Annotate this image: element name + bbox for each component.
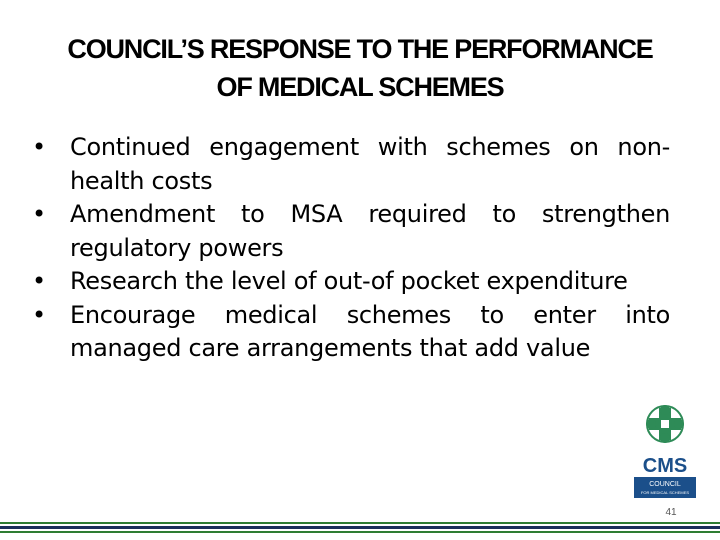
footer-stripe bbox=[0, 522, 720, 524]
bullet-dot: • bbox=[32, 200, 46, 228]
bullet-item bbox=[30, 198, 670, 265]
logo-line-2: FOR MEDICAL SCHEMES bbox=[640, 490, 690, 495]
bullet-dot: • bbox=[32, 300, 46, 329]
slide-title bbox=[20, 30, 700, 106]
bullet-text: Continued engagement with schemes on non-health costs bbox=[70, 133, 670, 195]
title-line-1: COUNCIL’S RESPONSE TO THE PERFORMANCE bbox=[67, 34, 653, 64]
bullet-dot: • bbox=[32, 133, 46, 161]
logo-acronym: CMS bbox=[642, 455, 688, 477]
bullet-text: Amendment to MSA required to strengthen regulatory powers bbox=[70, 200, 670, 262]
page-number: 41 bbox=[665, 507, 677, 518]
cross-emblem-icon bbox=[646, 405, 684, 443]
footer-stripe bbox=[0, 526, 720, 529]
bullet-text: Encourage medical schemes to enter into managed care arrangements that add value bbox=[70, 300, 670, 362]
bullet-item bbox=[30, 299, 670, 366]
bullet-list bbox=[30, 131, 670, 366]
cms-logo bbox=[630, 400, 700, 500]
logo-line-1: COUNCIL bbox=[649, 481, 681, 488]
title-line-2: OF MEDICAL SCHEMES bbox=[216, 72, 504, 102]
bullet-dot: • bbox=[32, 267, 46, 295]
bullet-text: Research the level of out-of pocket expenditure bbox=[70, 267, 628, 295]
footer-stripe bbox=[0, 531, 720, 533]
bullet-item bbox=[30, 131, 670, 198]
footer-stripes bbox=[0, 522, 720, 540]
bullet-item bbox=[30, 265, 670, 299]
